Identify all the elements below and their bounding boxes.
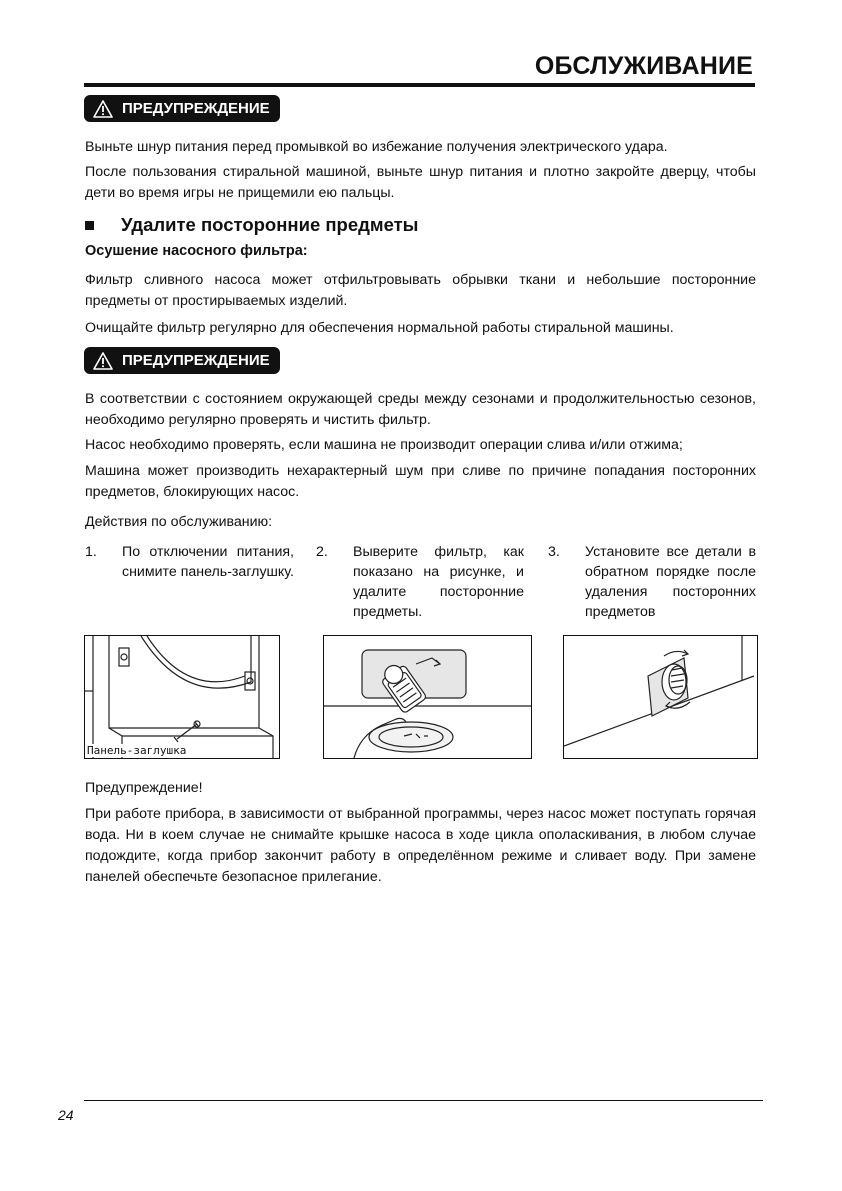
step-number: 3.	[548, 544, 560, 560]
warning-paragraph-4: Действия по обслуживанию:	[85, 514, 273, 530]
intro-paragraph-2: После пользования стиральной машиной, выньте шнур питания и плотно закройте дверцу, чтобы дети во время игры не прищемили ею пальцы.	[85, 164, 756, 201]
warning-paragraph-3: Машина может производить нехарактерный шум при сливе по причине попадания посторонних предметов, блокирующих насос.	[85, 463, 756, 500]
step-text: Выверите фильтр, как показано на рисунке, и удалите посторонние предметы.	[353, 544, 524, 620]
page-title: ОБСЛУЖИВАНИЕ	[534, 52, 753, 80]
intro-paragraph-1: Выньте шнур питания перед промывкой во избежание получения электрического удара.	[85, 139, 668, 155]
warning-label: ПРЕДУПРЕЖДЕНИЕ	[122, 100, 270, 117]
section-paragraph-2: Очищайте фильтр регулярно для обеспечения нормальной работы стиральной машины.	[85, 320, 674, 336]
section-paragraph-1: Фильтр сливного насоса может отфильтровывать обрывки ткани и небольшие посторонние предметы от простирываемых изделий.	[85, 272, 756, 309]
warning-badge	[84, 347, 280, 374]
warning-badge	[84, 95, 280, 122]
figure-clean-filter	[323, 635, 532, 759]
warning-paragraph-2: Насос необходимо проверять, если машина не производит операции слива и/или отжима;	[85, 437, 683, 453]
page-number: 24	[58, 1107, 74, 1123]
warning-label: ПРЕДУПРЕЖДЕНИЕ	[122, 352, 270, 369]
final-warning-text: При работе прибора, в зависимости от выбранной программы, через насос может поступать горячая вода. Ни в коем случае не снимайте крышке насоса в ходе цикла ополаскивания, в любом случае подождите, когда прибор закончит работу в определённом режиме и сливает воду. При замене панелей обеспечьте безопасное прилегание.	[85, 806, 756, 885]
warning-triangle-icon	[93, 352, 113, 370]
step-number: 2.	[316, 544, 328, 560]
title-divider	[84, 83, 755, 87]
step-number: 1.	[85, 544, 97, 560]
step-text: По отключении питания, снимите панель-заглушку.	[122, 544, 294, 580]
warning-triangle-icon	[93, 100, 113, 118]
section-heading	[85, 214, 418, 236]
footer-divider	[84, 1100, 763, 1101]
figure-caption: Панель-заглушка	[87, 744, 187, 757]
section-title: Удалите посторонние предметы	[121, 214, 419, 235]
subsection-title: Осушение насосного фильтра:	[85, 243, 308, 259]
final-warning-title: Предупреждение!	[85, 780, 203, 796]
figure-remove-panel	[84, 635, 280, 759]
warning-paragraph-1: В соответствии с состоянием окружающей среды между сезонами и продолжительностью сезонов, необходимо регулярно проверять и чистить фильтр.	[85, 391, 756, 428]
figure-reinstall-parts	[563, 635, 758, 759]
square-bullet-icon	[85, 221, 94, 230]
step-text: Установите все детали в обратном порядке после удаления посторонних предметов	[585, 544, 756, 620]
